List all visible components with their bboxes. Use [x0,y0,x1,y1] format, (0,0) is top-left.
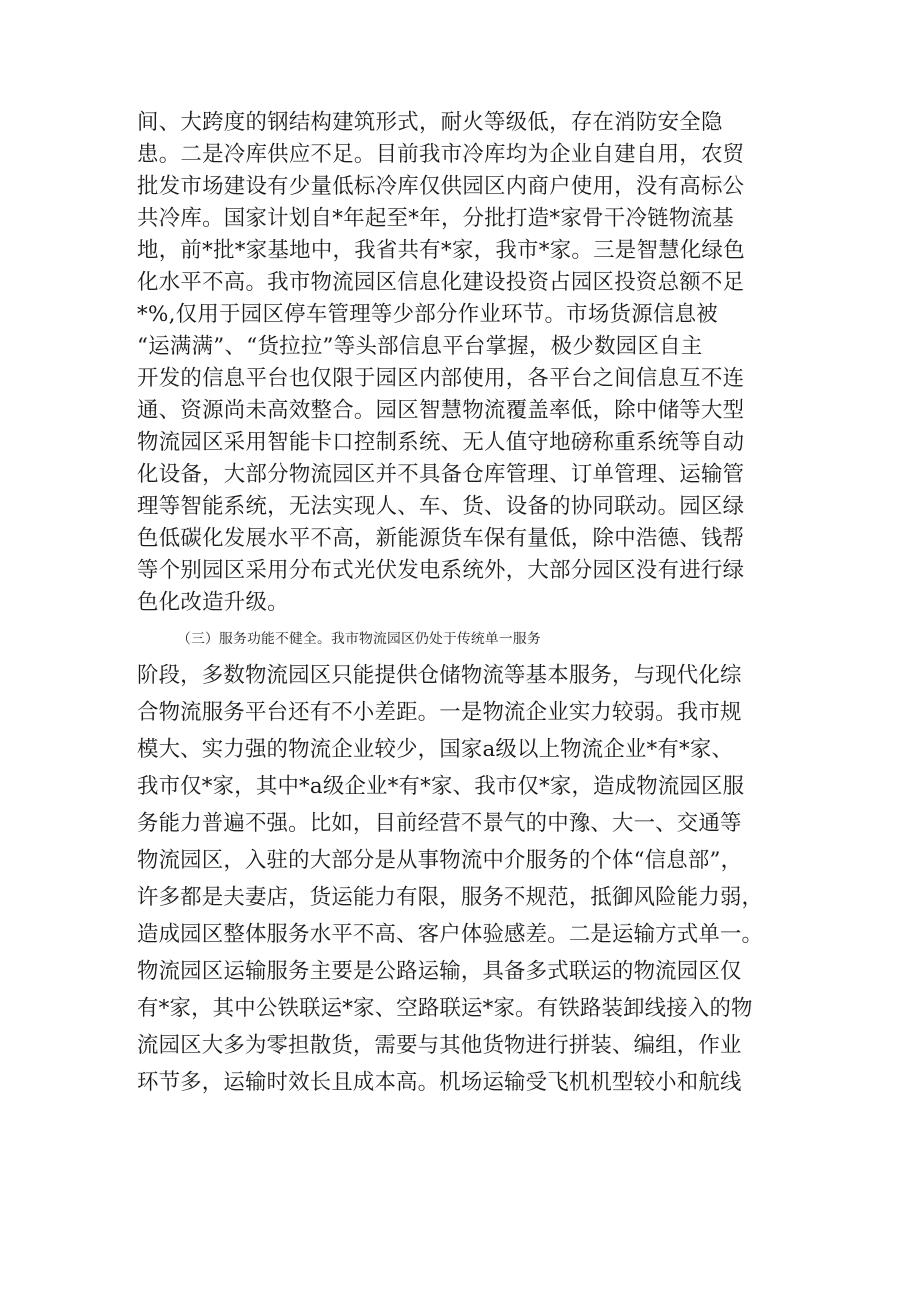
text-line: 我市仅*家，其中*a级企业*有*家、我市仅*家，造成物流园区服 [137,774,745,799]
text-line: 许多都是夫妻店，货运能力有限，服务不规范，抵御风险能力弱， [137,885,764,910]
text-line: “运满满”、“货拉拉”等头部信息平台掌握，极少数园区自主 [137,334,703,359]
text-line: 物流园区，入驻的大部分是从事物流中介服务的个体“信息部”， [137,848,743,873]
text-line: 务能力普遍不强。比如，目前经营不景气的中豫、大一、交通等 [137,811,742,836]
text-line: 环节多，运输时效长且成本高。机场运输受飞机机型较小和航线 [137,1070,742,1095]
text-line: 地，前*批*家基地中，我省共有*家，我市*家。三是智慧化绿色 [137,238,745,263]
text-line: 造成园区整体服务水平不高、客户体验感差。二是运输方式单一。 [137,922,764,947]
text-line: 合物流服务平台还有不小差距。一是物流企业实力较弱。我市规 [137,700,742,725]
text-line [137,1102,797,1138]
text-line: 色低碳化发展水平不高，新能源货车保有量低，除中浩德、钱帮 [137,526,745,551]
text-line: 理等智能系统，无法实现人、车、货、设备的协同联动。园区绿 [137,494,745,519]
text-line: 开发的信息平台也仅限于园区内部使用，各平台之间信息互不连 [137,366,745,391]
text-line: 化设备，大部分物流园区并不具备仓库管理、订单管理、运输管 [137,462,745,487]
text-line: 色化改造升级。 [137,590,289,615]
section-heading-line: （三）服务功能不健全。我市物流园区仍处于传统单一服务 [177,631,541,647]
text-line: *%,仅用于园区停车管理等少部分作业环节。市场货源信息被 [137,302,718,327]
text-line: 等个别园区采用分布式光伏发电系统外，大部分园区没有进行绿 [137,558,745,583]
text-line: 化水平不高。我市物流园区信息化建设投资占园区投资总额不足 [137,270,745,295]
text-line: 患。二是冷库供应不足。目前我市冷库均为企业自建自用，农贸 [137,142,745,167]
text-line: 物流园区运输服务主要是公路运输，具备多式联运的物流园区仅 [137,959,742,984]
text-line: 模大、实力强的物流企业较少，国家a级以上物流企业*有*家、 [137,737,734,762]
text-line: 通、资源尚未高效整合。园区智慧物流覆盖率低，除中储等大型 [137,398,745,423]
text-line: 流园区大多为零担散货，需要与其他货物进行拼装、编组，作业 [137,1033,742,1058]
text-line: 物流园区采用智能卡口控制系统、无人值守地磅称重系统等自动 [137,430,745,455]
text-line: 间、大跨度的钢结构建筑形式，耐火等级低，存在消防安全隐 [137,110,723,135]
text-line: 共冷库。国家计划自*年起至*年，分批打造*家骨干冷链物流基 [137,206,734,231]
text-line: 阶段，多数物流园区只能提供仓储物流等基本服务，与现代化综 [137,663,742,688]
text-line: 批发市场建设有少量低标冷库仅供园区内商户使用，没有高标公 [137,174,745,199]
text-line: 有*家，其中公铁联运*家、空路联运*家。有铁路装卸线接入的物 [137,996,753,1021]
